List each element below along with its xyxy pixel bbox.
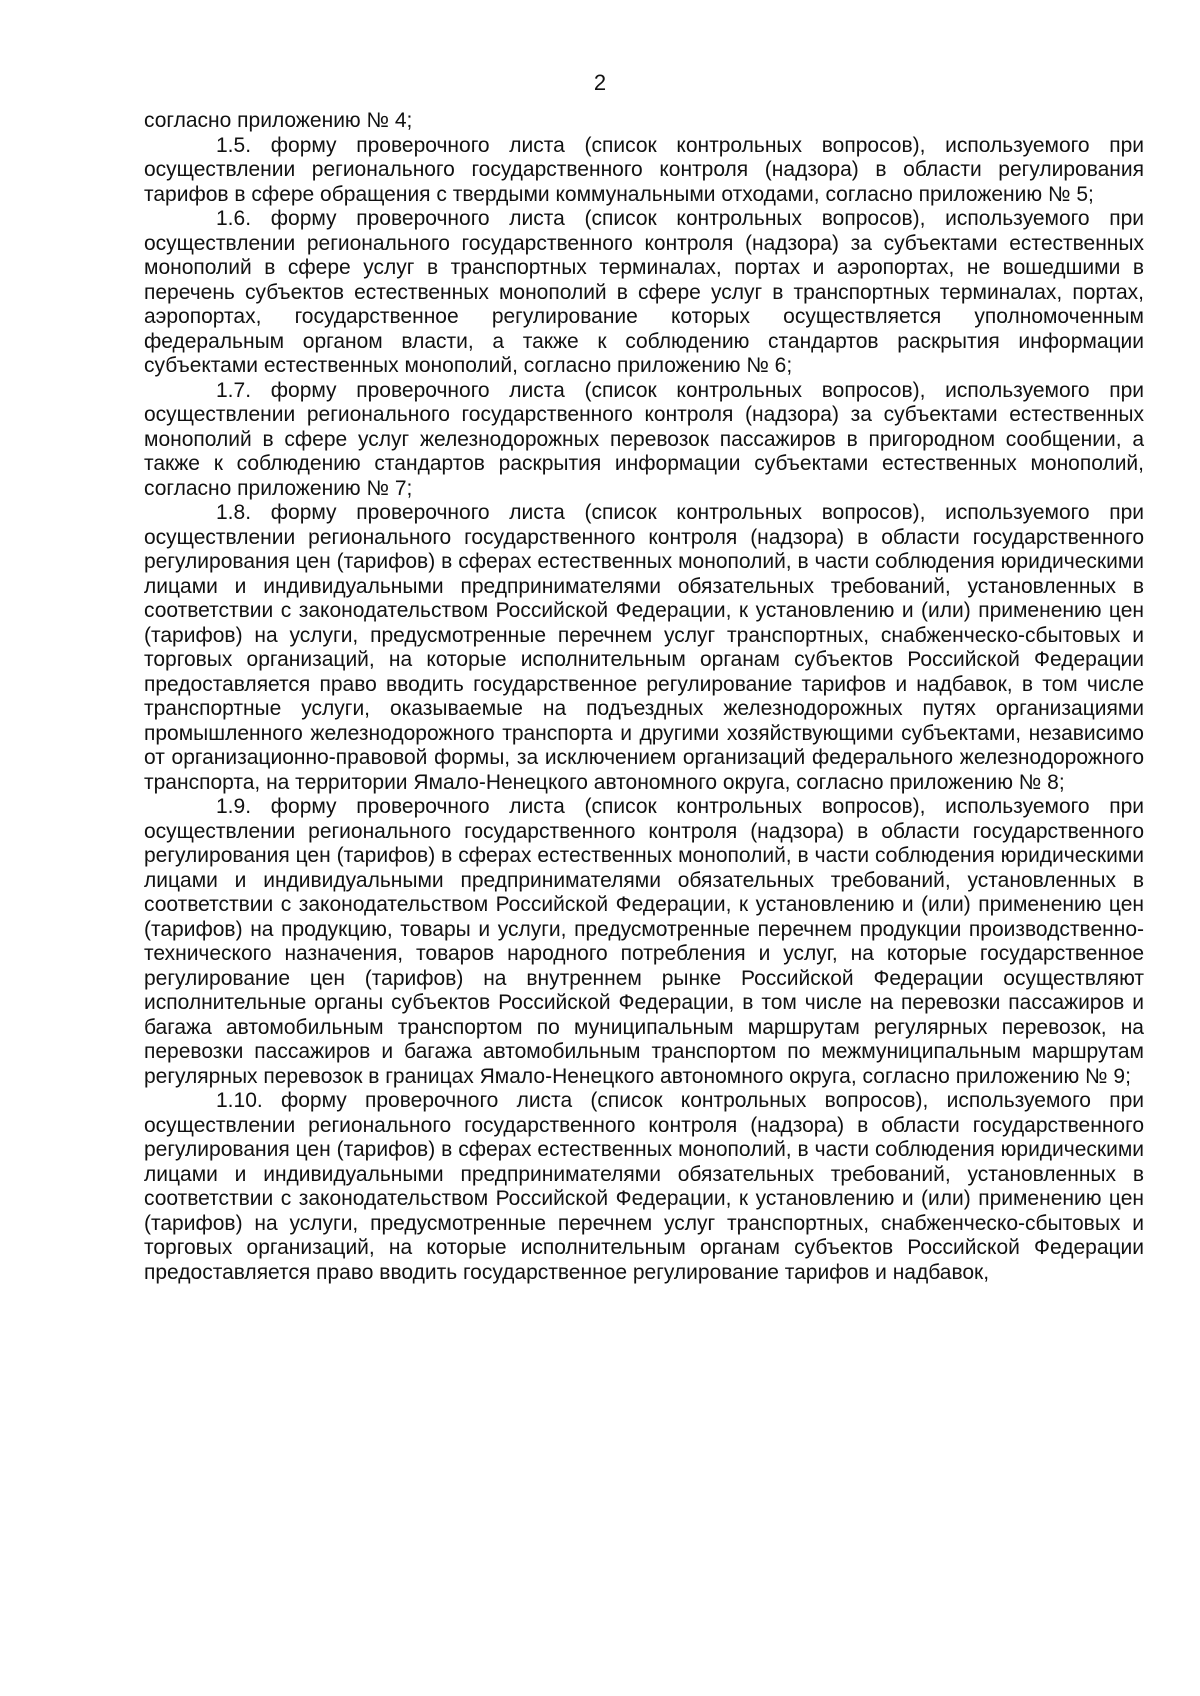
paragraph-item-1-9: 1.9. форму проверочного листа (список контрольных вопросов), используемого при осуществлении регионального государственного контроля (надзора) в области государственного регулирования цен (тарифов) в сферах естественных монополий, в части соблюдения юридическими лицами и индивидуальными предпринимателями обязательных требований, установленных в соответствии с законодательством Российской Федерации, к установлению и (или) применению цен (тарифов) на продукцию, товары и услуги, предусмотренные перечнем продукции производственно-технического назначения, товаров народного потребления и услуг, на которые государственное регулирование цен (тарифов) на внутреннем рынке Российской Федерации осуществляют исполнительные органы субъектов Российской Федерации, в том числе на перевозки пассажиров и багажа автомобильным транспортом по муниципальным маршрутам регулярных перевозок, на перевозки пассажиров и багажа автомобильным транспортом по межмуниципальным маршрутам регулярных перевозок в границах Ямало-Ненецкого автономного округа, согласно приложению № 9; <box>144 795 1144 1088</box>
document-body <box>144 109 1144 1285</box>
page-number: 2 <box>593 70 607 95</box>
paragraph-item-1-10: 1.10. форму проверочного листа (список контрольных вопросов), используемого при осуществлении регионального государственного контроля (надзора) в области государственного регулирования цен (тарифов) в сферах естественных монополий, в части соблюдения юридическими лицами и индивидуальными предпринимателями обязательных требований, установленных в соответствии с законодательством Российской Федерации, к установлению и (или) применению цен (тарифов) на услуги, предусмотренные перечнем услуг транспортных, снабженческо-сбытовых и торговых организаций, на которые исполнительным органам субъектов Российской Федерации предоставляется право вводить государственное регулирование тарифов и надбавок, <box>144 1089 1144 1284</box>
paragraph-item-1-8: 1.8. форму проверочного листа (список контрольных вопросов), используемого при осуществлении регионального государственного контроля (надзора) в области государственного регулирования цен (тарифов) в сферах естественных монополий, в части соблюдения юридическими лицами и индивидуальными предпринимателями обязательных требований, установленных в соответствии с законодательством Российской Федерации, к установлению и (или) применению цен (тарифов) на услуги, предусмотренные перечнем услуг транспортных, снабженческо-сбытовых и торговых организаций, на которые исполнительным органам субъектов Российской Федерации предоставляется право вводить государственное регулирование тарифов и надбавок, в том числе транспортные услуги, оказываемые на подъездных железнодорожных путях организациями промышленного железнодорожного транспорта и другими хозяйствующими субъектами, независимо от организационно-правовой формы, за исключением организаций федерального железнодорожного транспорта, на территории Ямало-Ненецкого автономного округа, согласно приложению № 8; <box>144 501 1144 794</box>
paragraph-item-1-5: 1.5. форму проверочного листа (список контрольных вопросов), используемого при осуществлении регионального государственного контроля (надзора) в области регулирования тарифов в сфере обращения с твердыми коммунальными отходами, согласно приложению № 5; <box>144 133 1144 206</box>
paragraph-item-1-6: 1.6. форму проверочного листа (список контрольных вопросов), используемого при осуществлении регионального государственного контроля (надзора) за субъектами естественных монополий в сфере услуг в транспортных терминалах, портах и аэропортах, не вошедшими в перечень субъектов естественных монополий в сфере услуг в транспортных терминалах, портах, аэропортах, государственное регулирование которых осуществляется уполномоченным федеральным органом власти, а также к соблюдению стандартов раскрытия информации субъектами естественных монополий, согласно приложению № 6; <box>144 207 1144 377</box>
paragraph-item-1-7: 1.7. форму проверочного листа (список контрольных вопросов), используемого при осуществлении регионального государственного контроля (надзора) за субъектами естественных монополий в сфере услуг железнодорожных перевозок пассажиров в пригородном сообщении, а также к соблюдению стандартов раскрытия информации субъектами естественных монополий, согласно приложению № 7; <box>144 378 1144 500</box>
paragraph-continuation: согласно приложению № 4; <box>144 109 413 132</box>
